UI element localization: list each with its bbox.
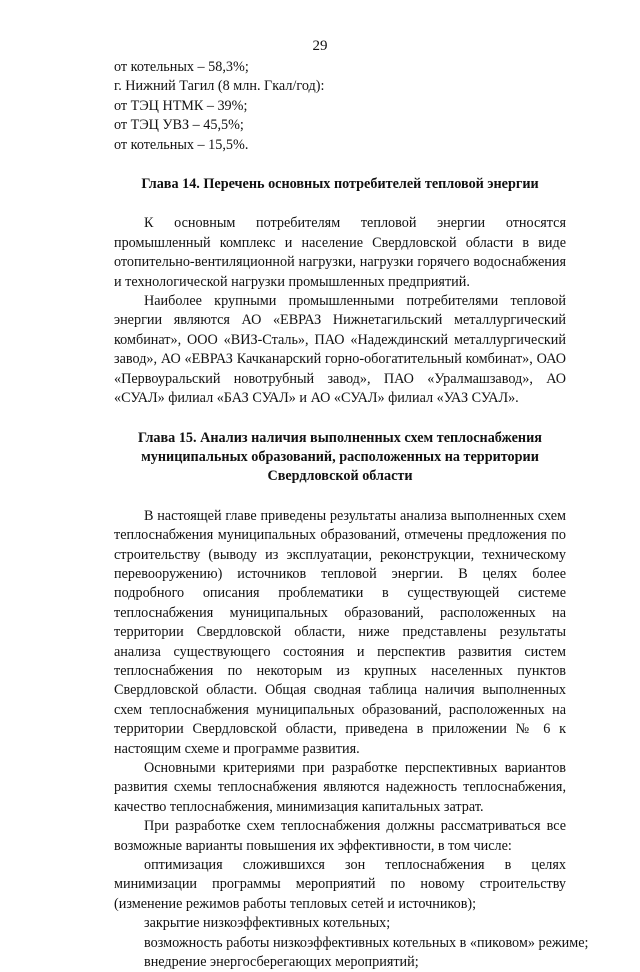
chapter-15-title-line: Свердловской области bbox=[267, 468, 413, 485]
document-body bbox=[114, 58, 589, 972]
list-item: возможность работы низкоэффективных котельных в «пиковом» режиме; bbox=[144, 934, 589, 951]
intro-line: от ТЭЦ НТМК – 39%; bbox=[114, 97, 248, 114]
intro-line: от ТЭЦ УВЗ – 45,5%; bbox=[114, 117, 244, 134]
list-item: внедрение энергосберегающих мероприятий; bbox=[144, 954, 419, 971]
intro-line: от котельных – 58,3%; bbox=[114, 59, 249, 75]
intro-line: г. Нижний Тагил (8 млн. Гкал/год): bbox=[114, 78, 325, 95]
chapter-15-paragraph: При разработке схем теплоснабжения должны рассматриваться все возможные варианты повышения их эффективности, в том числе: bbox=[114, 818, 566, 854]
list-item: оптимизация сложившихся зон теплоснабжения в целях минимизации программы мероприятий по новому строительству (изменение режимов работы тепловых сетей и источников); bbox=[114, 857, 566, 912]
chapter-15-title-line: муниципальных образований, расположенных на территории bbox=[141, 448, 539, 465]
chapter-15-paragraph: В настоящей главе приведены результаты анализа выполненных схем теплоснабжения муниципальных образований, отмечены предложения по строительству (выводу из эксплуатации, реконструкции, техническому перевооружению) источников тепловой энергии. В целях более подробного описания проблематики в существующей системе теплоснабжения муниципальных образований, расположенных на территории Свердловской области, ниже представлены результаты анализа существующего состояния и перспектив развития систем теплоснабжения по некоторым из крупных населенных пунктов Свердловской области. Общая сводная таблица наличия выполненных схем теплоснабжения муниципальных образований, расположенных на территории Свердловской области, приведена в приложении № 6 к настоящим схеме и программе развития. bbox=[114, 507, 566, 757]
intro-line: от котельных – 15,5%. bbox=[114, 136, 249, 153]
chapter-15-paragraph: Основными критериями при разработке перспективных вариантов развития схемы теплоснабжения являются надежность теплоснабжения, качество теплоснабжения, минимизация капитальных затрат. bbox=[114, 760, 566, 815]
chapter-14-paragraph: К основным потребителям тепловой энергии относятся промышленный комплекс и население Свердловской области в виде отопительно-вентиляционной нагрузки, нагрузки горячего водоснабжения и технологической нагрузки промышленных предприятий. bbox=[114, 215, 566, 290]
page-number: 29 bbox=[312, 38, 328, 54]
chapter-14-title: Глава 14. Перечень основных потребителей тепловой энергии bbox=[141, 176, 539, 193]
chapter-15-title bbox=[114, 429, 566, 487]
chapter-14-paragraph: Наиболее крупными промышленными потребителями тепловой энергии являются АО «ЕВРАЗ Нижнетагильский металлургический комбинат», ООО «ВИЗ-Сталь», ПАО «Надеждинский металлургический завод», АО «ЕВРАЗ Качканарский горно-обогатительный комбинат», ОАО «Первоуральский новотрубный завод», ПАО «Уралмашзавод», АО «СУАЛ» филиал «БАЗ СУАЛ» и АО «СУАЛ» филиал «УАЗ СУАЛ». bbox=[114, 293, 566, 407]
chapter-15-title-line: Глава 15. Анализ наличия выполненных схем теплоснабжения bbox=[138, 429, 542, 446]
list-item: закрытие низкоэффективных котельных; bbox=[144, 915, 391, 932]
